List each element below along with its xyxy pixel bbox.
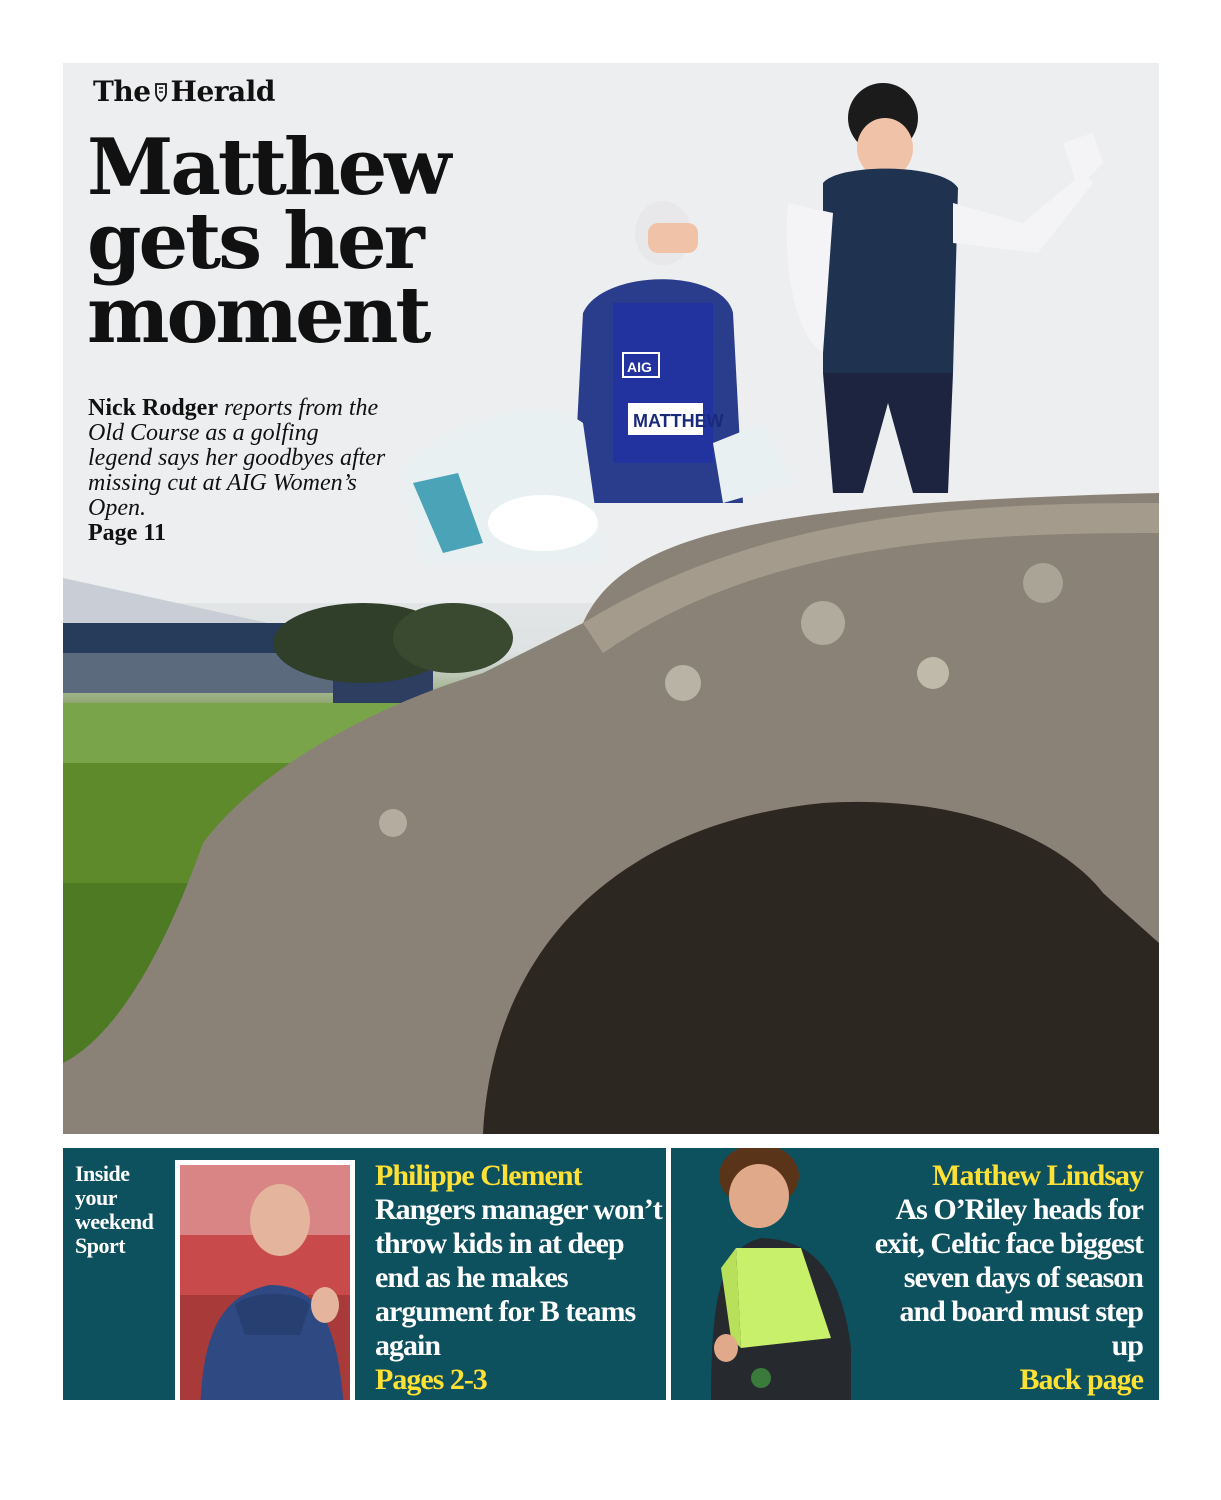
manager-photo-illustration xyxy=(180,1165,350,1400)
caddie-bib-name: MATTHEW xyxy=(633,411,724,431)
clement-page[interactable]: Pages 2-3 xyxy=(375,1363,487,1396)
clement-photo xyxy=(175,1160,355,1400)
lindsay-page[interactable]: Back page xyxy=(1019,1363,1143,1396)
masthead-herald: Herald xyxy=(170,75,275,108)
inside-word-4: Sport xyxy=(75,1233,126,1258)
clement-text: Rangers manager won’t throw kids in at deep end as he makes argument for B teams again xyxy=(375,1193,662,1362)
headline xyxy=(87,122,487,361)
crest-icon xyxy=(153,81,169,103)
sport-panel-left[interactable] xyxy=(63,1148,666,1400)
inside-word-2: your xyxy=(75,1185,117,1210)
clement-story[interactable] xyxy=(375,1159,665,1397)
lindsay-text: As O’Riley heads for exit, Celtic face biggest seven days of season and board must step up xyxy=(874,1193,1143,1362)
masthead-logo xyxy=(93,75,275,108)
page-reference[interactable]: Page 11 xyxy=(88,520,166,546)
caddie-bib-sponsor: AIG xyxy=(627,359,652,375)
lindsay-story[interactable] xyxy=(873,1159,1143,1397)
byline: Nick Rodger xyxy=(88,395,218,421)
masthead-the: The xyxy=(93,75,151,108)
inside-word-3: weekend xyxy=(75,1209,154,1234)
inside-sport-label xyxy=(75,1162,175,1258)
headline-line-3: moment xyxy=(87,270,429,361)
hero-photo xyxy=(63,63,1159,1134)
clement-name: Philippe Clement xyxy=(375,1159,582,1192)
inside-word-1: Inside xyxy=(75,1161,130,1186)
celtic-player-illustration xyxy=(671,1148,891,1400)
lindsay-name: Matthew Lindsay xyxy=(932,1159,1143,1192)
standfirst xyxy=(88,396,388,546)
headline-line-2: gets her xyxy=(87,196,422,287)
standfirst-text: reports from the Old Course as a golfing legend says her goodbyes after missing cut at AIG Women’s Open. xyxy=(88,395,386,521)
sport-panel-right[interactable] xyxy=(671,1148,1159,1400)
headline-line-1: Matthew xyxy=(87,122,449,213)
